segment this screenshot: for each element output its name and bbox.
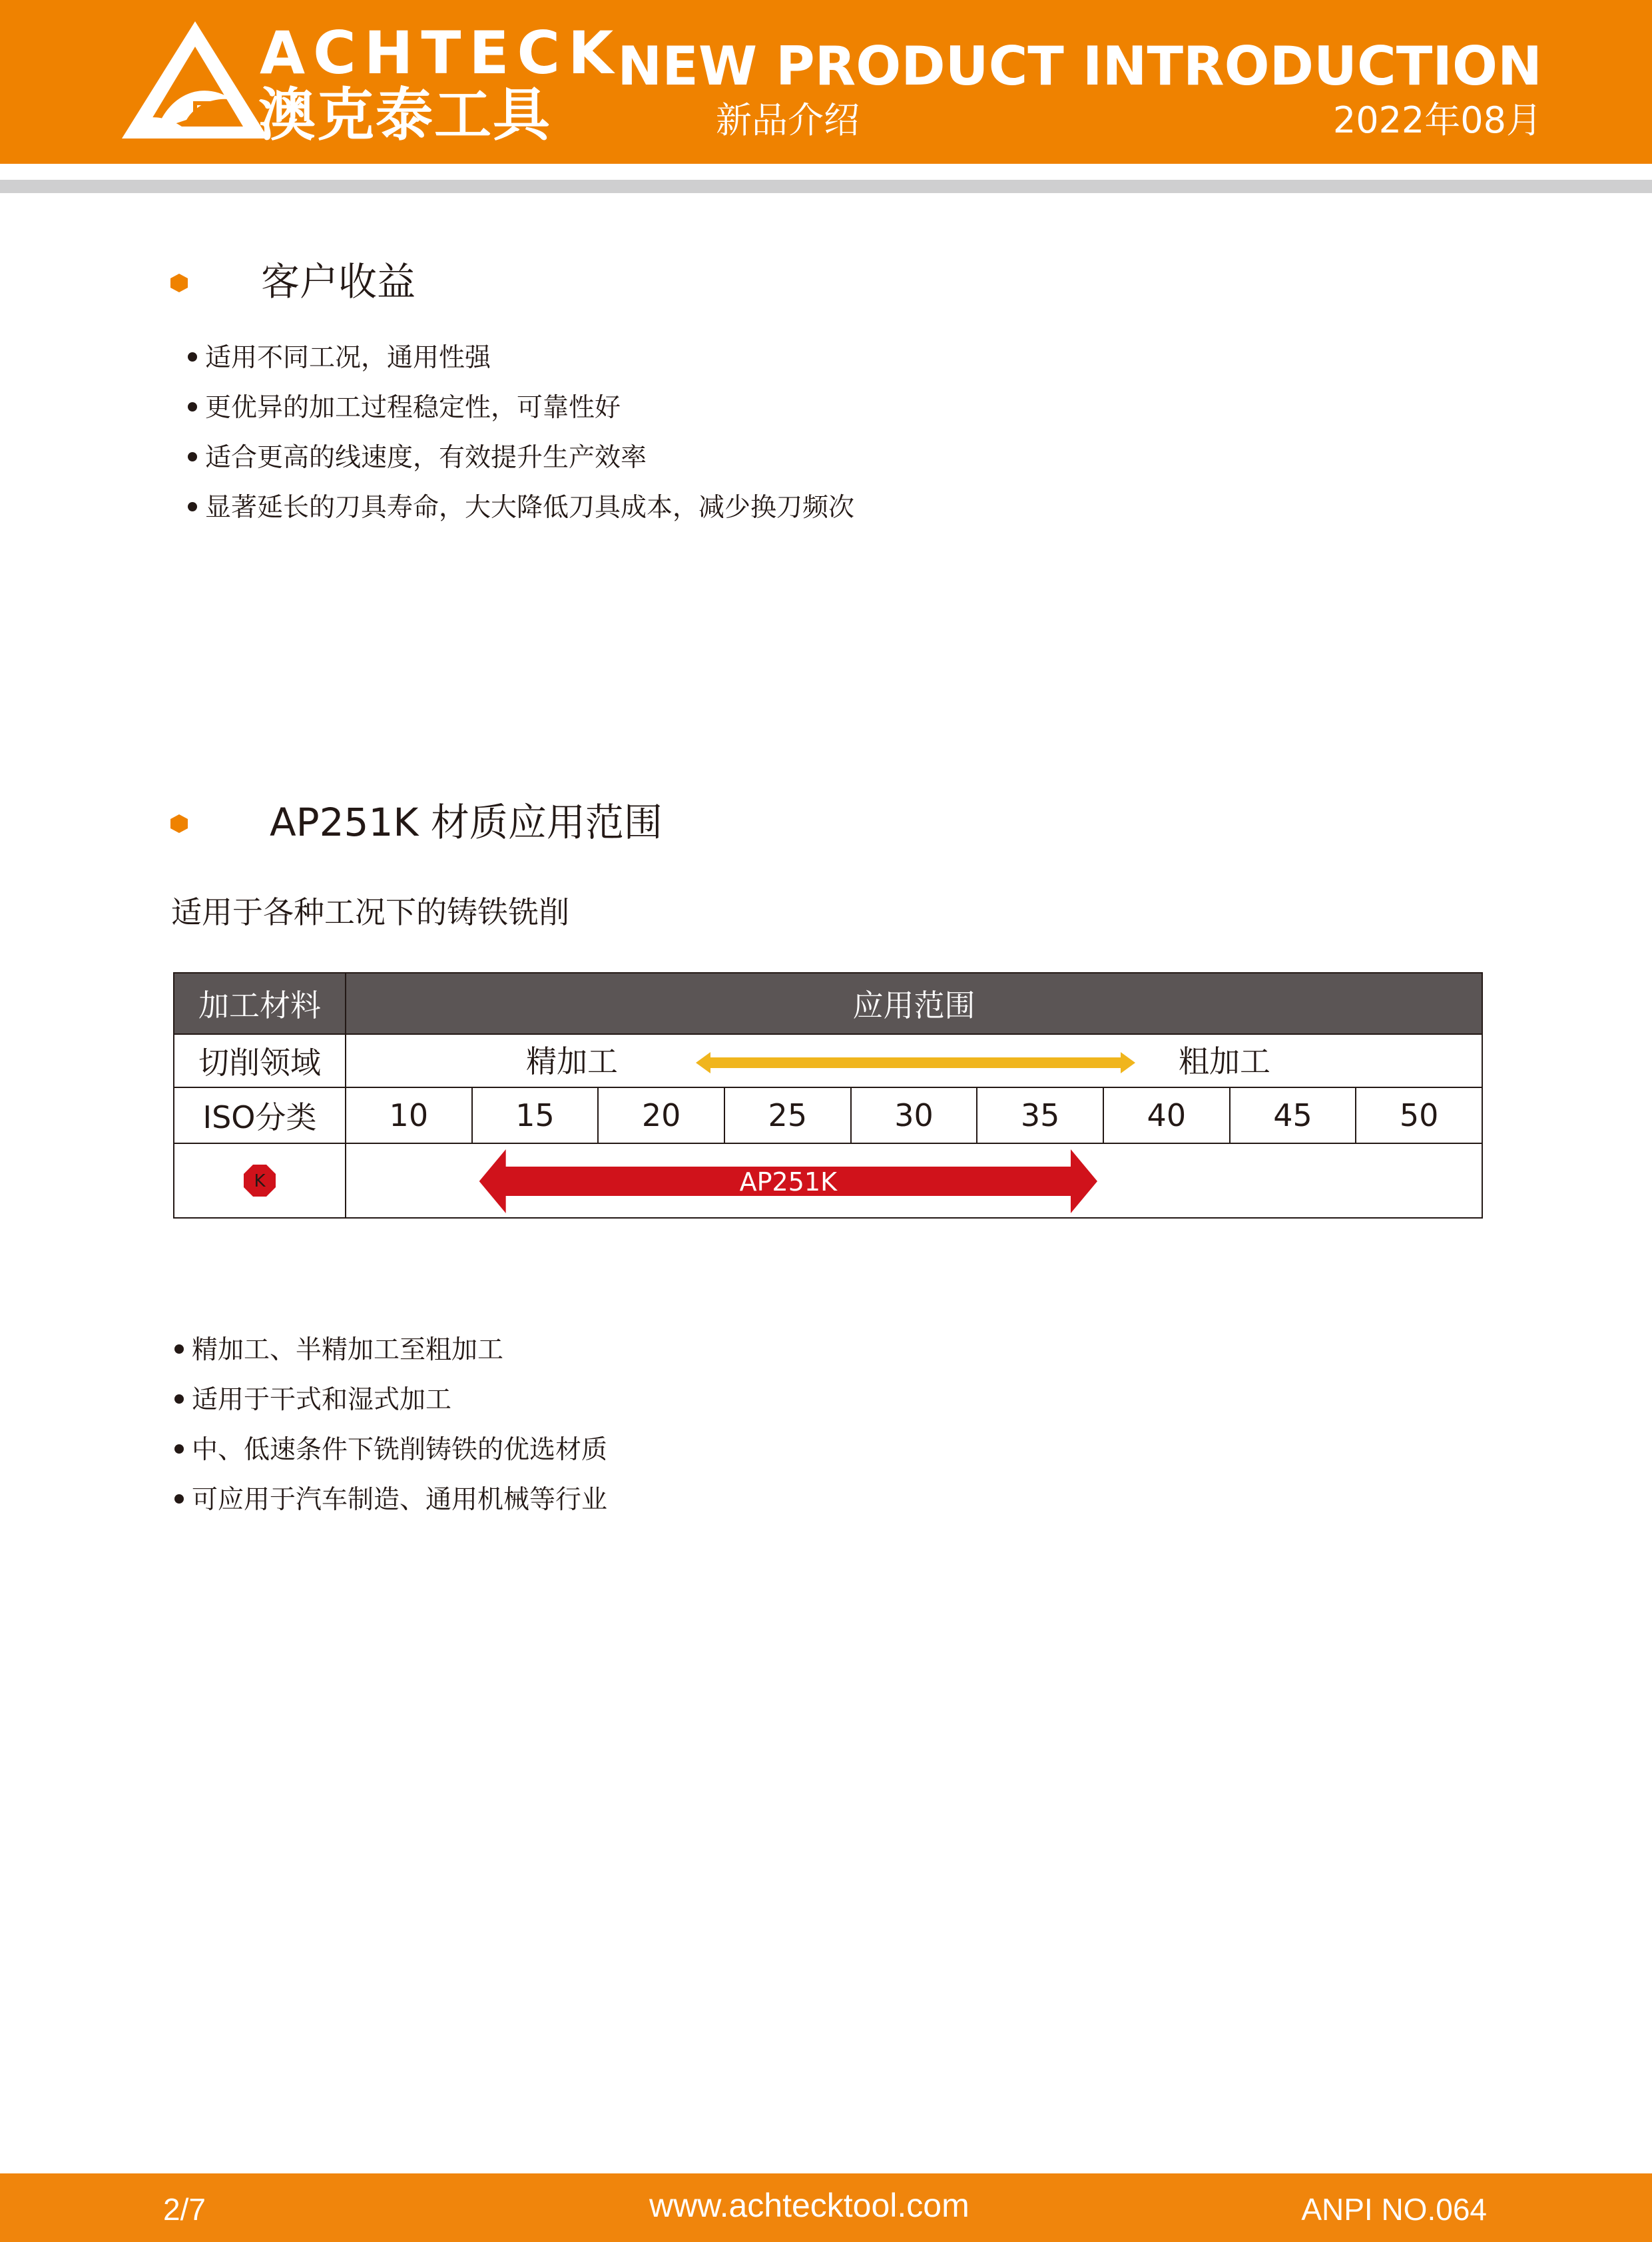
header-cell-material: 加工材料 — [174, 974, 346, 1035]
section-title-benefits: 客户收益 — [261, 259, 416, 304]
bullet-dot — [188, 502, 197, 511]
iso-cell: 30 — [852, 1088, 978, 1144]
rough-label: 粗加工 — [1179, 1043, 1270, 1079]
header-divider — [0, 180, 1652, 193]
row-label-iso: ISO分类 — [174, 1088, 346, 1144]
section-bullet-icon — [169, 814, 189, 834]
bullet-dot — [188, 402, 197, 412]
header-date: 2022年08月 — [1332, 99, 1542, 141]
list-item: 适用于干式和湿式加工 — [174, 1375, 607, 1425]
benefits-list — [188, 333, 854, 533]
section-subtitle: 适用于各种工况下的铸铁铣削 — [171, 894, 569, 930]
iso-cell: 20 — [599, 1088, 725, 1144]
grade-label: AP251K — [739, 1167, 838, 1197]
bullet-dot — [174, 1444, 184, 1454]
list-item: 可应用于汽车制造、通用机械等行业 — [174, 1475, 607, 1525]
iso-cell: 10 — [346, 1088, 473, 1144]
header-title: NEW PRODUCT INTRODUCTION — [617, 35, 1542, 97]
brand-name-en: ACHTECK — [260, 19, 622, 87]
logo-icon — [117, 20, 270, 140]
header-subtitle: 新品介绍 — [716, 99, 860, 141]
bullet-dot — [188, 452, 197, 461]
list-item: 精加工、半精加工至粗加工 — [174, 1325, 607, 1375]
iso-cell: 45 — [1231, 1088, 1357, 1144]
website-link[interactable]: www.achtecktool.com — [649, 2187, 969, 2224]
document-number: ANPI NO.064 — [1301, 2192, 1487, 2227]
iso-cell: 25 — [725, 1088, 852, 1144]
brand-name-cn: 澳克泰工具 — [258, 82, 551, 148]
list-item: 更优异的加工过程稳定性，可靠性好 — [188, 383, 854, 433]
list-item: 适用不同工况，通用性强 — [188, 333, 854, 383]
grade-range-arrow — [173, 1144, 1483, 1219]
bullet-dot — [174, 1394, 184, 1404]
iso-cell: 35 — [977, 1088, 1104, 1144]
bullet-dot — [174, 1344, 184, 1354]
section-title-range: AP251K 材质应用范围 — [270, 800, 663, 845]
iso-cell: 15 — [473, 1088, 599, 1144]
row-label-area: 切削领域 — [174, 1035, 346, 1088]
features-list — [174, 1325, 607, 1525]
list-item: 适合更高的线速度，有效提升生产效率 — [188, 433, 854, 483]
bullet-dot — [174, 1494, 184, 1504]
header-cell-range: 应用范围 — [346, 974, 1483, 1035]
bullet-dot — [188, 352, 197, 362]
list-item: 显著延长的刀具寿命，大大降低刀具成本，减少换刀频次 — [188, 483, 854, 533]
iso-cell: 50 — [1356, 1088, 1483, 1144]
page-number: 2/7 — [163, 2192, 206, 2227]
finish-label: 精加工 — [526, 1043, 618, 1079]
list-item: 中、低速条件下铣削铸铁的优选材质 — [174, 1425, 607, 1475]
iso-cell: 40 — [1104, 1088, 1231, 1144]
application-range-table — [173, 972, 1483, 1219]
svg-text:K: K — [254, 1171, 266, 1191]
finish-to-rough-arrow — [696, 1049, 1135, 1076]
section-bullet-icon — [169, 273, 189, 293]
